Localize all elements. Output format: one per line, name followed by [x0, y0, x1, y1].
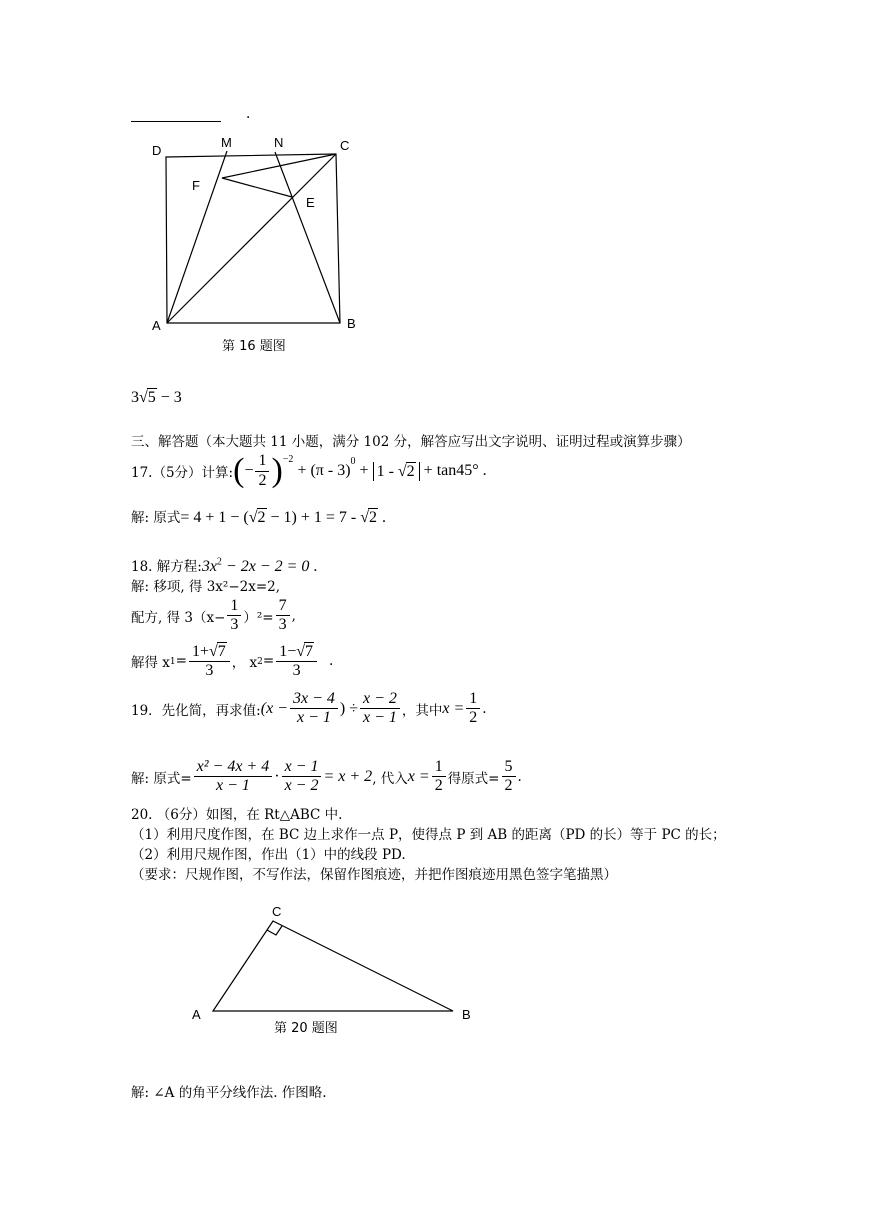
q17-plus2: +: [359, 462, 369, 479]
q18-x1-num-a: 1+: [191, 643, 209, 660]
fig16-line-AM: [167, 151, 227, 323]
q19-res-den: 2: [504, 777, 513, 795]
answer16-rest: − 3: [160, 389, 182, 406]
q17-num: 1: [255, 452, 269, 471]
q19-end: .: [482, 700, 487, 717]
q18-sep: ， x: [231, 655, 258, 672]
q18-x2-num-a: 1−: [279, 643, 297, 660]
q18-step3: 解得 x 1 = $\frac{1+√7}{3}$ ， x 2 = $\frac{1-√7}{3}$ .: [131, 643, 334, 680]
q19-sub-xeq: x =: [407, 767, 430, 785]
q18-step2-b: ）²=: [243, 609, 274, 626]
q17-sol-rad2: 2: [369, 509, 378, 526]
q19-solution: [131, 758, 522, 796]
answer-16: 3√5 − 3: [131, 389, 182, 406]
q19-res-text: 得原式=: [447, 770, 500, 787]
q18-step3-end: .: [329, 653, 334, 670]
q18-x2-rad: 7: [305, 643, 314, 660]
q19-f2-den: x − 1: [362, 709, 397, 727]
q18-step3-a: 解得 x: [131, 655, 170, 672]
q18-eq-end: .: [309, 558, 318, 575]
q19-close: ) ÷: [339, 699, 358, 717]
q19-sub-den: 2: [434, 777, 443, 795]
q18-x1-rad: 7: [217, 643, 226, 660]
q19-xv-den: 2: [469, 709, 478, 727]
q20-solution: 解: ∠A 的角平分线作法. 作图略.: [131, 1085, 327, 1101]
q17-line: 17.（5分）计算: ( − $\frac{1}{2}$ ) $^{-2}$ + (π - 3) $^0$ + 1 - √2 + tan45° .: [131, 452, 487, 489]
q19-xv-num: 1: [466, 690, 480, 709]
q19-dot: ·: [274, 767, 280, 785]
q17-tan: tan45° .: [436, 462, 487, 479]
q19-s2-num: x − 1: [282, 758, 322, 777]
section-3-header: 三、解答题（本大题共 11 小题，满分 102 分，解答应写出文字说明、证明过程或演算步骤）: [131, 434, 691, 450]
q18-eq-exp: 2: [216, 556, 222, 568]
fig16-label-M: M: [221, 135, 232, 150]
fig16-label-A: A: [152, 318, 161, 333]
q17-neg: −: [244, 462, 254, 479]
q19-f1-num: 3x − 4: [290, 690, 338, 709]
q18-step2-num2: 7: [276, 597, 290, 616]
q17-abs-a: 1 -: [376, 462, 398, 480]
q18-eqsign1: =: [175, 653, 187, 670]
q18-step2-num: 1: [227, 597, 241, 616]
q17-solution: 解: 原式= 4 + 1 − (√2 − 1) + 1 = 7 - √2 .: [131, 509, 387, 526]
q17-exp: −2: [282, 454, 294, 465]
q20-line1: 20. （6分）如图，在 Rt△ABC 中.: [131, 807, 343, 823]
q18-sub1: 1: [169, 656, 176, 667]
fig16-label-B: B: [347, 316, 356, 331]
q19-s2-den: x − 2: [284, 777, 319, 795]
fig16-label-E: E: [306, 195, 315, 210]
answer16-coef: 3: [131, 389, 139, 406]
q17-sol-rad: 2: [257, 509, 266, 526]
q19-sub-text: , 代入: [372, 770, 408, 787]
q19-f1-den: x − 1: [296, 709, 331, 727]
q19-f2-num: x − 2: [360, 690, 400, 709]
fig16-label-F: F: [192, 178, 200, 193]
q18-x2-den: 3: [292, 662, 301, 680]
q19-s1-den: x − 1: [216, 777, 250, 795]
q17-den: 2: [258, 471, 267, 489]
q20-line4: （要求：尺规作图，不写作法，保留作图痕迹，并把作图痕迹用黑色签字笔描黑）: [131, 867, 617, 883]
q19-res-end: .: [517, 768, 522, 785]
q17-plus3: +: [423, 462, 433, 479]
q18-prefix: 18. 解方程:: [131, 559, 202, 575]
q18-step2-den: 3: [230, 616, 239, 634]
fig16-label-D: D: [152, 143, 162, 158]
q18-line: [131, 555, 317, 576]
q18-x1-den: 3: [205, 662, 214, 680]
q17-sol-a: = 4 + 1 − (: [180, 509, 249, 526]
q17-exp0: 0: [350, 456, 356, 467]
q20-line2: （1）利用尺度作图，在 BC 边上求作一点 P，使得点 P 到 AB 的距离（PD 的长）等于 PC 的长；: [131, 827, 726, 843]
blank-dot: .: [246, 106, 251, 122]
q17-prefix: 17.（5分）计算:: [131, 465, 234, 481]
fig20-label-C: C: [272, 904, 282, 919]
fig16-line-MC: [222, 154, 336, 178]
q18-eq-b: − 2x − 2 = 0: [221, 558, 310, 575]
q19-mid: ，其中: [401, 702, 443, 719]
fig20-label-A: A: [192, 1007, 201, 1022]
q19-line: [131, 690, 487, 728]
fig16-line-BN: [275, 152, 340, 323]
figure-16: [140, 130, 370, 330]
q20-line3: （2）利用尺规作图，作出（1）中的线段 PD.: [131, 847, 406, 863]
q18-sub2: 2: [257, 656, 263, 667]
q17-abs-rad: 2: [406, 462, 415, 480]
fig16-label-C: C: [340, 138, 350, 153]
q19-s1-num: x² − 4x + 4: [194, 758, 273, 777]
q18-step2-a: 配方, 得 3（x−: [131, 609, 226, 626]
q18-step2-end: ,: [291, 607, 296, 624]
q18-step2-den2: 3: [278, 616, 287, 634]
q19-open: (x −: [260, 699, 288, 717]
q18-eq-a: 3x: [201, 558, 217, 575]
q19-sol-prefix: 解: 原式=: [131, 770, 192, 787]
fig16-label-N: N: [274, 135, 284, 150]
q17-pi-term: (π - 3): [310, 462, 351, 479]
fig20-triangle: [213, 921, 453, 1011]
q18-step2: [131, 597, 296, 635]
answer16-rad: 5: [147, 389, 156, 406]
q17-plus1: +: [297, 462, 307, 479]
figure-20: [200, 910, 470, 1020]
q19-prefix: 19．先化简，再求值:: [131, 702, 261, 719]
fig16-caption: 第 16 题图: [222, 339, 286, 354]
q18-step1: 解: 移项, 得 3x²−2x=2,: [131, 579, 281, 595]
fig16-line-FE: [222, 178, 292, 197]
fig20-caption: 第 20 题图: [274, 1021, 338, 1036]
q19-xeq: x =: [442, 699, 465, 717]
q17-sol-b: − 1) + 1 = 7 -: [266, 509, 361, 526]
fig20-label-B: B: [462, 1007, 471, 1022]
q19-sub-num: 1: [432, 758, 446, 777]
q19-res-num: 5: [502, 758, 516, 777]
answer-blank-line: [131, 121, 221, 122]
q17-sol-end: .: [378, 509, 387, 526]
q18-eqsign2: =: [262, 653, 275, 670]
q19-s-eq: = x + 2: [323, 767, 373, 785]
q17-sol-prefix: 解: 原式: [131, 510, 181, 526]
